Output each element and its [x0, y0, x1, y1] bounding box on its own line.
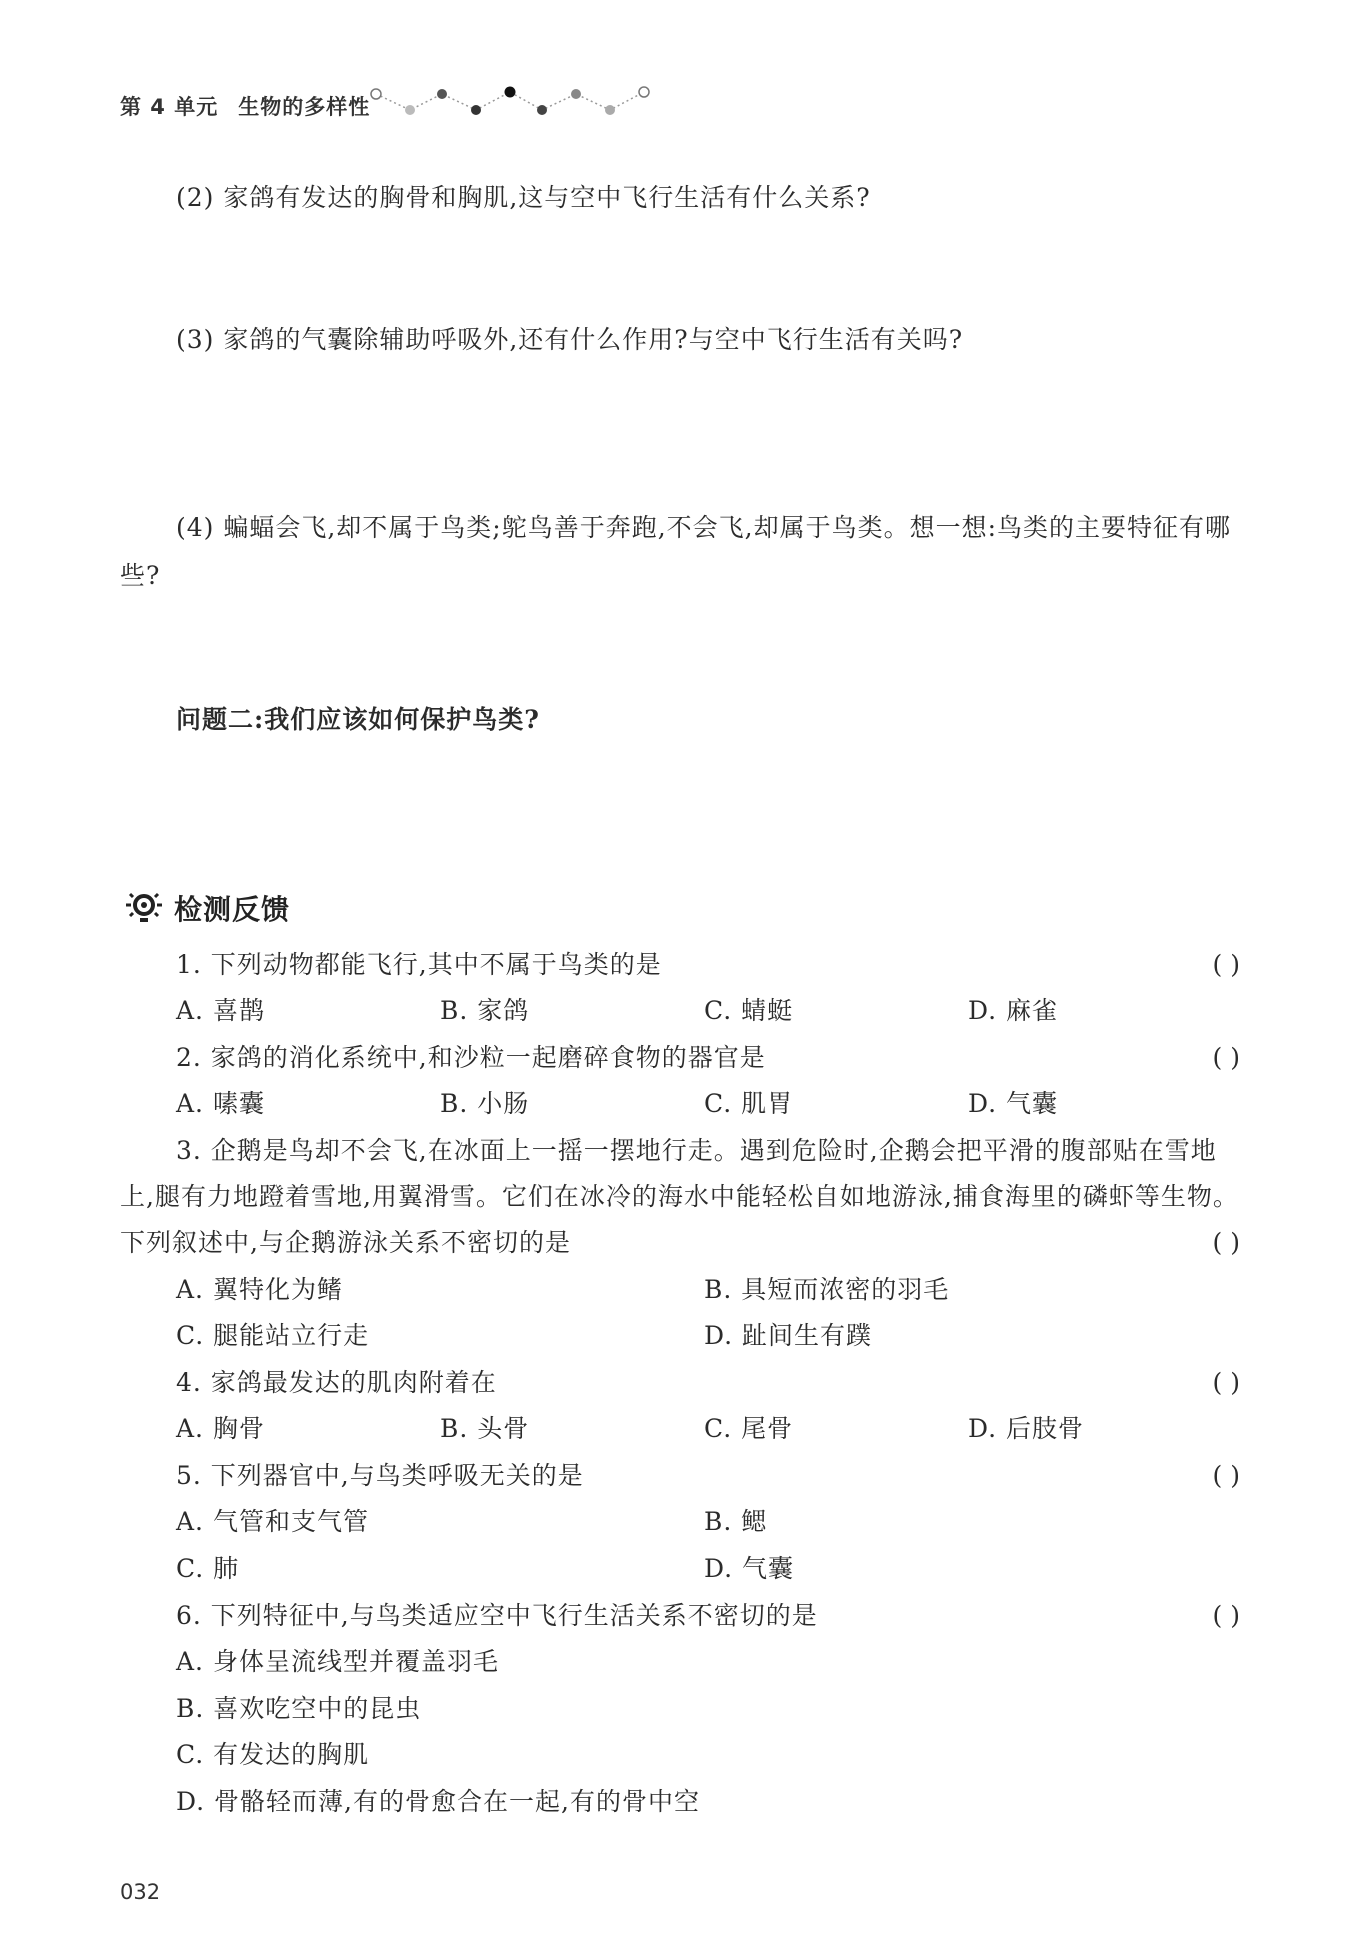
option-b: B. 家鸽: [440, 996, 530, 1025]
unit-label: 第 4 单元: [120, 95, 219, 119]
option-c: C. 尾骨: [704, 1414, 794, 1443]
option-c: C. 蜻蜓: [704, 996, 794, 1025]
mc-options-3b: [176, 1313, 1240, 1359]
mc-option-6c: [176, 1732, 1240, 1778]
answer-blank-3: ( ): [1212, 1228, 1240, 1257]
option-b: B. 喜欢吃空中的昆虫: [176, 1694, 422, 1723]
mc-question-3: 3. 企鹅是鸟却不会飞,在冰面上一摇一摆地行走。遇到危险时,企鹅会把平滑的腹部贴在雪地上,腿有力地蹬着雪地,用翼滑雪。它们在冰冷的海水中能轻松自如地游泳,捕食海里的磷虾等生物。下列叙述中,与企鹅游泳关系不密切的是: [120, 1136, 1239, 1257]
option-a: A. 气管和支气管: [176, 1507, 369, 1536]
magnifier-bulb-icon: [124, 888, 164, 928]
question-2: (2) 家鸽有发达的胸骨和胸肌,这与空中飞行生活有什么关系?: [176, 183, 871, 212]
mc-option-6b: [176, 1686, 1240, 1732]
option-d: D. 气囊: [704, 1554, 795, 1583]
answer-blank-6: ( ): [1212, 1601, 1240, 1630]
option-a: A. 嗉囊: [176, 1089, 265, 1118]
problem-2: 问题二:我们应该如何保护鸟类?: [176, 705, 540, 734]
page-header: [120, 86, 390, 126]
option-c: C. 肺: [176, 1554, 240, 1583]
option-b: B. 具短而浓密的羽毛: [704, 1275, 950, 1304]
question-3: (3) 家鸽的气囊除辅助呼吸外,还有什么作用?与空中飞行生活有关吗?: [176, 325, 964, 354]
option-b: B. 小肠: [440, 1089, 530, 1118]
option-d: D. 气囊: [968, 1089, 1059, 1118]
answer-blank-4: ( ): [1212, 1368, 1240, 1397]
mc-option-6d: [176, 1779, 1240, 1825]
mc-options-4: [176, 1406, 1240, 1452]
option-a: A. 翼特化为鳍: [176, 1275, 343, 1304]
unit-title: 生物的多样性: [238, 95, 371, 119]
mc-question-2: 2. 家鸽的消化系统中,和沙粒一起磨碎食物的器官是: [176, 1043, 766, 1072]
option-a: A. 胸骨: [176, 1414, 265, 1443]
mc-options-5a: [176, 1499, 1240, 1545]
answer-blank-5: ( ): [1212, 1461, 1240, 1490]
mc-options-1: [176, 988, 1240, 1034]
option-b: B. 鳃: [704, 1507, 768, 1536]
answer-blank-1: ( ): [1212, 950, 1240, 979]
option-a: A. 身体呈流线型并覆盖羽毛: [176, 1647, 499, 1676]
mc-question-1: 1. 下列动物都能飞行,其中不属于鸟类的是: [176, 950, 662, 979]
option-c: C. 有发达的胸肌: [176, 1740, 370, 1769]
question-4: (4) 蝙蝠会飞,却不属于鸟类;鸵鸟善于奔跑,不会飞,却属于鸟类。想一想:鸟类的主要特征有哪些?: [120, 513, 1232, 590]
option-d: D. 骨骼轻而薄,有的骨愈合在一起,有的骨中空: [176, 1787, 700, 1816]
option-c: C. 肌胃: [704, 1089, 794, 1118]
option-d: D. 趾间生有蹼: [704, 1321, 873, 1350]
mc-question-5: 5. 下列器官中,与鸟类呼吸无关的是: [176, 1461, 584, 1490]
decorative-wave-icon: [370, 82, 660, 122]
mc-question-6: 6. 下列特征中,与鸟类适应空中飞行生活关系不密切的是: [176, 1601, 818, 1630]
mc-options-5b: [176, 1546, 1240, 1592]
mc-options-3a: [176, 1267, 1240, 1313]
section-header: [124, 888, 290, 928]
answer-blank-2: ( ): [1212, 1043, 1240, 1072]
mc-question-4: 4. 家鸽最发达的肌肉附着在: [176, 1368, 497, 1397]
mc-option-6a: [176, 1639, 1240, 1685]
option-b: B. 头骨: [440, 1414, 530, 1443]
page-number: 032: [120, 1880, 161, 1904]
option-c: C. 腿能站立行走: [176, 1321, 370, 1350]
section-title: 检测反馈: [174, 893, 291, 926]
option-d: D. 后肢骨: [968, 1414, 1085, 1443]
option-d: D. 麻雀: [968, 996, 1059, 1025]
mc-options-2: [176, 1081, 1240, 1127]
option-a: A. 喜鹊: [176, 996, 265, 1025]
